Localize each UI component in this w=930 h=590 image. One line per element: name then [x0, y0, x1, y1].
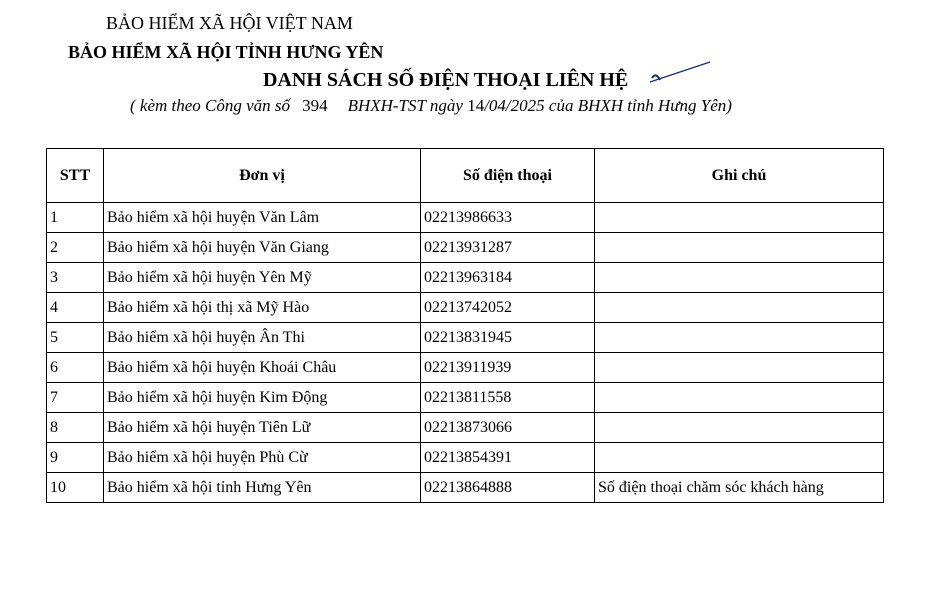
cell-unit: Bảo hiểm xã hội huyện Văn Giang	[104, 233, 421, 263]
cell-stt: 4	[47, 293, 104, 323]
cell-note	[595, 263, 884, 293]
column-header-note: Ghi chú	[595, 149, 884, 203]
cell-note	[595, 413, 884, 443]
column-header-unit: Đơn vị	[104, 149, 421, 203]
table-row	[47, 263, 884, 293]
table-row	[47, 353, 884, 383]
document-title: DANH SÁCH SỐ ĐIỆN THOẠI LIÊN HỆ	[263, 69, 629, 91]
cell-phone: 02213931287	[421, 233, 595, 263]
organization: BẢO HIỂM XÃ HỘI TỈNH HƯNG YÊN	[68, 42, 384, 62]
cell-stt: 8	[47, 413, 104, 443]
subtitle-prefix: ( kèm theo Công văn số	[130, 96, 291, 115]
table-row	[47, 383, 884, 413]
cell-unit: Bảo hiểm xã hội huyện Văn Lâm	[104, 203, 421, 233]
table-row	[47, 293, 884, 323]
cell-stt: 1	[47, 203, 104, 233]
table-row	[47, 203, 884, 233]
cell-stt: 2	[47, 233, 104, 263]
cell-phone: 02213911939	[421, 353, 595, 383]
cell-phone: 02213963184	[421, 263, 595, 293]
cell-note	[595, 383, 884, 413]
document-number: 394	[302, 96, 328, 115]
contact-table	[46, 148, 884, 503]
cell-phone: 02213742052	[421, 293, 595, 323]
cell-phone: 02213811558	[421, 383, 595, 413]
cell-phone: 02213854391	[421, 443, 595, 473]
cell-unit: Bảo hiểm xã hội huyện Kim Động	[104, 383, 421, 413]
table-header-row	[47, 149, 884, 203]
document-subtitle	[130, 96, 732, 116]
table-row	[47, 233, 884, 263]
cell-note	[595, 323, 884, 353]
document-day: 14	[467, 96, 485, 115]
cell-note: Số điện thoại chăm sóc khách hàng	[595, 473, 884, 503]
cell-note	[595, 443, 884, 473]
cell-unit: Bảo hiểm xã hội thị xã Mỹ Hào	[104, 293, 421, 323]
cell-note	[595, 233, 884, 263]
table-row	[47, 323, 884, 353]
cell-unit: Bảo hiểm xã hội huyện Yên Mỹ	[104, 263, 421, 293]
cell-phone: 02213873066	[421, 413, 595, 443]
column-header-stt: STT	[47, 149, 104, 203]
table-row	[47, 443, 884, 473]
cell-phone: 02213864888	[421, 473, 595, 503]
cell-unit: Bảo hiểm xã hội huyện Tiên Lữ	[104, 413, 421, 443]
cell-note	[595, 353, 884, 383]
cell-unit: Bảo hiểm xã hội huyện Phù Cừ	[104, 443, 421, 473]
cell-note	[595, 203, 884, 233]
column-header-phone: Số điện thoại	[421, 149, 595, 203]
table-row	[47, 413, 884, 443]
subtitle-suffix: /04/2025 của BHXH tỉnh Hưng Yên)	[484, 96, 732, 115]
cell-stt: 3	[47, 263, 104, 293]
cell-note	[595, 293, 884, 323]
cell-phone: 02213831945	[421, 323, 595, 353]
cell-phone: 02213986633	[421, 203, 595, 233]
cell-unit: Bảo hiểm xã hội huyện Ân Thi	[104, 323, 421, 353]
cell-stt: 6	[47, 353, 104, 383]
cell-stt: 9	[47, 443, 104, 473]
signature-mark-icon	[648, 60, 712, 86]
parent-organization: BẢO HIỂM XÃ HỘI VIỆT NAM	[106, 13, 353, 33]
cell-stt: 10	[47, 473, 104, 503]
cell-unit: Bảo hiểm xã hội huyện Khoái Châu	[104, 353, 421, 383]
cell-unit: Bảo hiểm xã hội tỉnh Hưng Yên	[104, 473, 421, 503]
cell-stt: 5	[47, 323, 104, 353]
table-row	[47, 473, 884, 503]
subtitle-mid: BHXH-TST ngày	[347, 96, 463, 115]
cell-stt: 7	[47, 383, 104, 413]
